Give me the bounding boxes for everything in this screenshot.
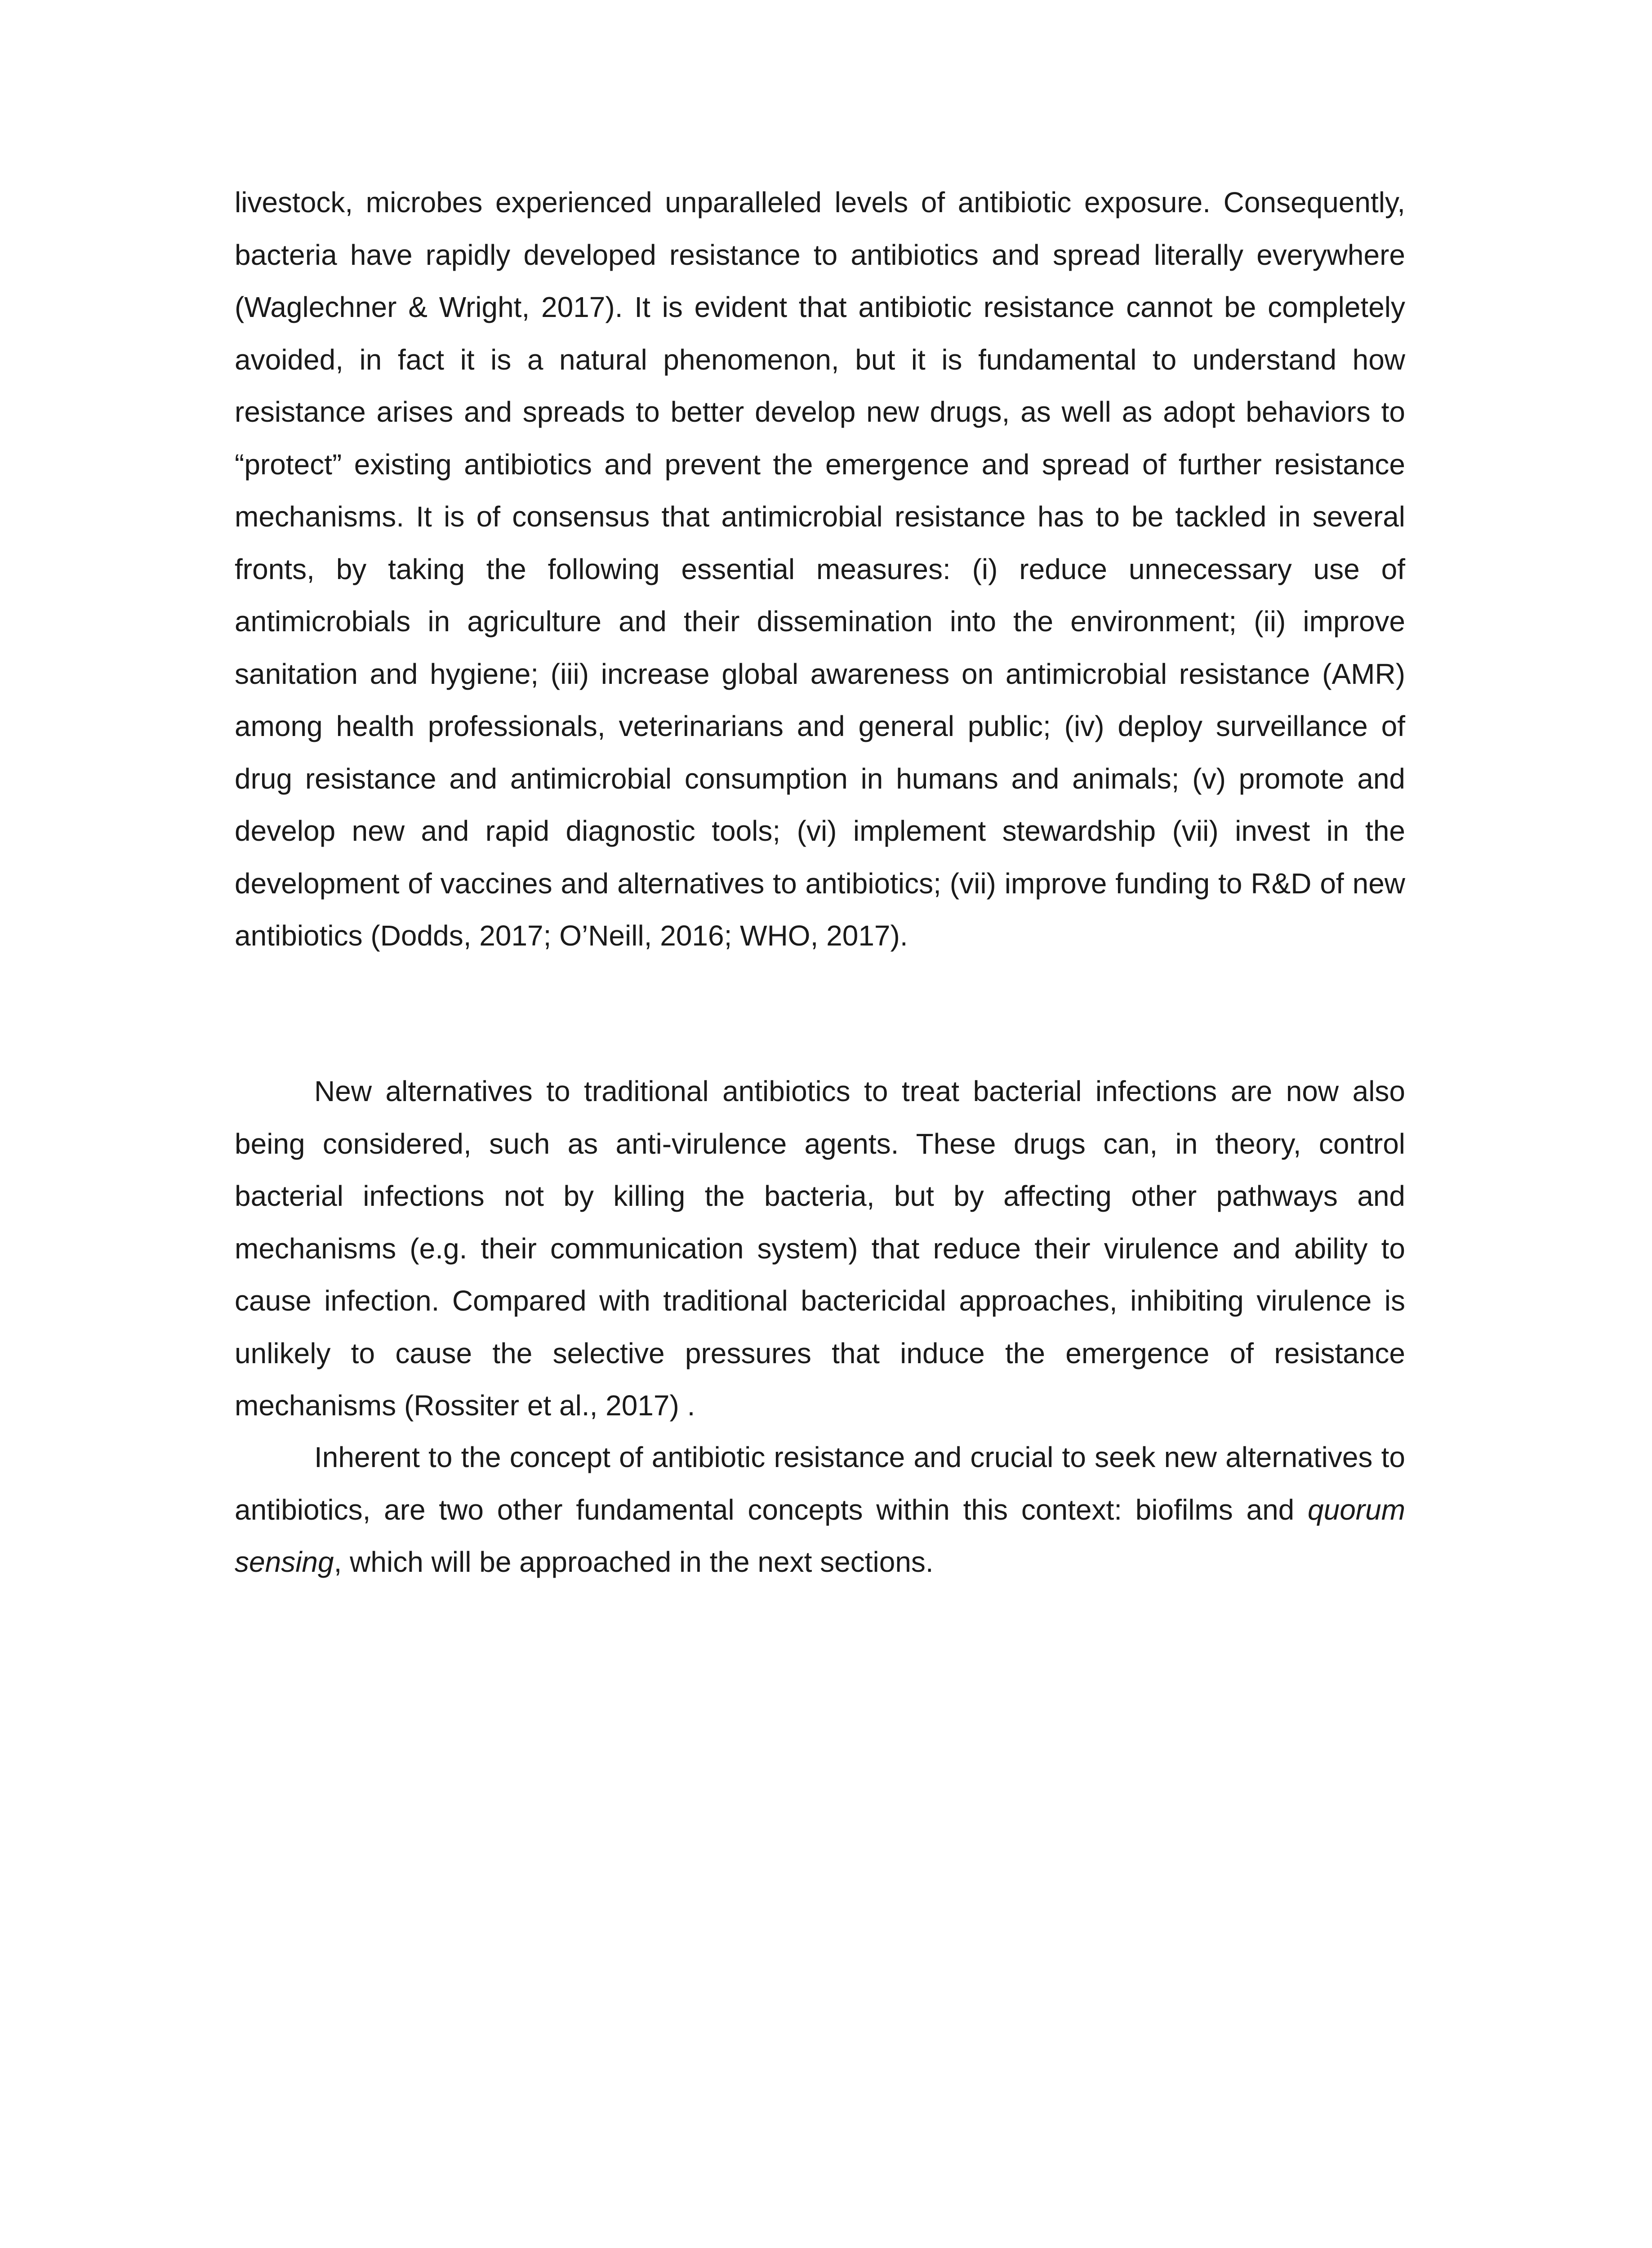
paragraph-1-text: livestock, microbes experienced unparalleled levels of antibiotic exposure. Consequently, bacteria have rapidly developed resistance to antibiotics and spread literally everywhere (Waglechner & Wright, 2017). It is evident that antibiotic resistance cannot be completely avoided, in fact it is a natural phenomenon, but it is fundamental to understand how resistance arises and spreads to better develop new drugs, as well as adopt behaviors to “protect” existing antibiotics and prevent the emergence and spread of further resistance mechanisms. It is of consensus that antimicrobial resistance has to be tackled in several fronts, by taking the following essential measures: (i) reduce unnecessary use of antimicrobials in agriculture and their dissemination into the environment; (ii) improve sanitation and hygiene; (iii) increase global awareness on antimicrobial resistance (AMR) among health professionals, veterinarians and general public; (iv) deploy surveillance of drug resistance and antimicrobial consumption in humans and animals; (v) promote and develop new and rapid diagnostic tools; (vi) implement stewardship (vii) invest in the development of vaccines and alternatives to antibiotics; (vii) improve funding to R&D of new antibiotics (Dodds, 2017; O’Neill, 2016; WHO, 2017). bbox=[235, 186, 1405, 952]
paragraph-biofilms-quorum-sensing bbox=[235, 1431, 1405, 1588]
paragraph-2-text: New alternatives to traditional antibiotics to treat bacterial infections are now also being considered, such as anti-virulence agents. These drugs can, in theory, control bacterial infections not by killing the bacteria, but by affecting other pathways and mechanisms (e.g. their communication system) that reduce their virulence and ability to cause infection. Compared with traditional bactericidal approaches, inhibiting virulence is unlikely to cause the selective pressures that induce the emergence of resistance mechanisms (Rossiter et al., 2017) . bbox=[235, 1075, 1405, 1422]
paragraph-antibiotic-resistance bbox=[235, 176, 1405, 962]
paragraph-3-text bbox=[235, 1431, 1405, 1588]
quorum-sensing-term: quorum sensing bbox=[235, 1493, 1405, 1578]
paragraph-3-end: , which will be approached in the next sections. bbox=[334, 1546, 934, 1578]
paragraph-3-start: Inherent to the concept of antibiotic resistance and crucial to seek new alternatives to antibiotics, are two other fundamental concepts within this context: biofilms and bbox=[235, 1441, 1405, 1526]
paragraph-anti-virulence bbox=[235, 1065, 1405, 1432]
